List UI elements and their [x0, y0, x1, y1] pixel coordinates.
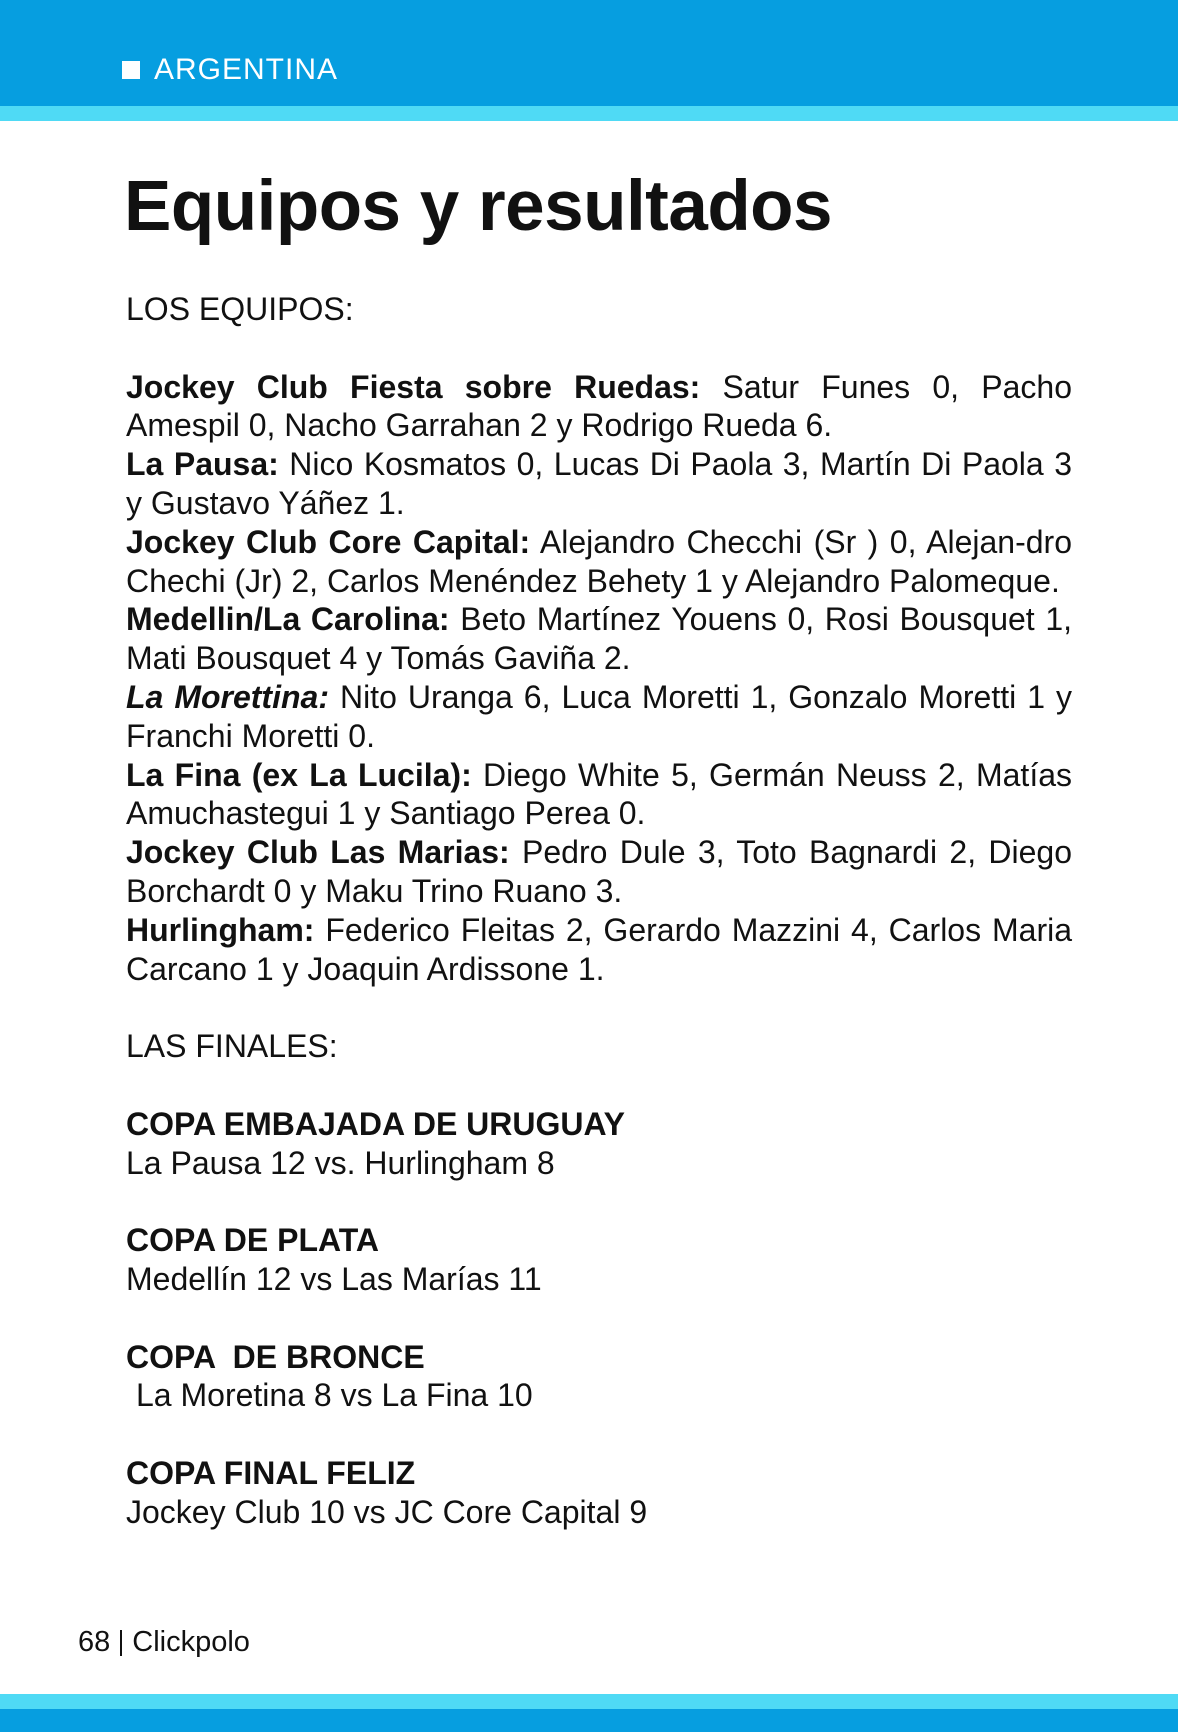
team-name: La Fina (ex La Lucila): — [126, 756, 472, 793]
team-name: La Pausa: — [126, 446, 279, 483]
team-entry — [126, 756, 1072, 834]
team-players: Beto Martínez Youens 0, Rosi Bousquet 1, Mati Bousquet 4 y Tomás Gaviña 2. — [126, 601, 1072, 677]
team-players: Satur Funes 0, Pacho Amespil 0, Nacho Garrahan 2 y Rodrigo Rueda 6. — [126, 368, 1072, 444]
team-name: Jockey Club Las Marias: — [126, 834, 510, 871]
team-players: Federico Fleitas 2, Gerardo Mazzini 4, Carlos Maria Carcano 1 y Joaquin Ardissone 1. — [126, 911, 1072, 987]
team-name: Jockey Club Fiesta sobre Ruedas: — [126, 368, 701, 405]
team-name: La Morettina: — [126, 678, 329, 715]
cup-title: COPA DE PLATA — [126, 1222, 380, 1259]
final-block — [126, 1454, 1072, 1532]
team-players: Pedro Dule 3, Toto Bagnardi 2, Diego Borchardt 0 y Maku Trino Ruano 3. — [126, 834, 1073, 909]
team-players: Nico Kosmatos 0, Lucas Di Paola 3, Martín Di Paola 3 y Gustavo Yáñez 1. — [126, 446, 1073, 521]
team-entry — [126, 368, 1072, 446]
team-entry — [126, 911, 1072, 989]
article-body — [126, 290, 1072, 1532]
page-number: 68 — [78, 1626, 111, 1658]
cup-title: COPA EMBAJADA DE URUGUAY — [126, 1105, 626, 1142]
team-entry — [126, 833, 1072, 911]
spacer — [126, 1066, 1072, 1105]
team-name: Jockey Club Core Capital: — [126, 523, 531, 560]
cup-result: Jockey Club 10 vs JC Core Capital 9 — [126, 1493, 648, 1530]
section-tag — [122, 50, 338, 90]
cup-result: La Moretina 8 vs La Fina 10 — [136, 1377, 533, 1414]
teams-heading: LOS EQUIPOS: — [126, 291, 354, 327]
cup-result: Medellín 12 vs Las Marías 11 — [126, 1260, 542, 1297]
header-stripe — [0, 106, 1178, 121]
spacer — [126, 1182, 1072, 1221]
finals-heading: LAS FINALES: — [126, 1028, 338, 1065]
footer-stripe — [0, 1694, 1178, 1709]
footer-band — [0, 1709, 1178, 1732]
team-name: Hurlingham: — [126, 911, 315, 948]
page-footer — [78, 1626, 250, 1659]
cup-title: COPA FINAL FELIZ — [126, 1454, 416, 1491]
page-title: Equipos y resultados — [124, 167, 833, 246]
final-block — [126, 1105, 1072, 1183]
spacer — [126, 1299, 1072, 1338]
square-bullet-icon — [122, 61, 140, 79]
cup-result: La Pausa 12 vs. Hurlingham 8 — [126, 1144, 555, 1181]
final-block — [126, 1221, 1072, 1299]
footer-divider — [120, 1630, 122, 1656]
spacer — [126, 1415, 1072, 1454]
team-entry — [126, 445, 1072, 523]
final-block — [126, 1338, 1072, 1416]
team-entry — [126, 600, 1072, 678]
section-tag-label: ARGENTINA — [154, 53, 339, 86]
team-name: Medellin/La Carolina: — [126, 601, 450, 638]
spacer — [126, 988, 1072, 1027]
team-players: Nito Uranga 6, Luca Moretti 1, Gonzalo Moretti 1 y Franchi Moretti 0. — [126, 678, 1073, 754]
team-entry — [126, 523, 1072, 601]
spacer — [126, 329, 1072, 368]
cup-title: COPA DE BRONCE — [126, 1338, 425, 1375]
team-entry — [126, 678, 1072, 756]
team-players: Alejandro Checchi (Sr ) 0, Alejan-dro Chechi (Jr) 2, Carlos Menéndez Behety 1 y Alejandro Palomeque. — [126, 523, 1072, 599]
publication-name: Clickpolo — [132, 1626, 250, 1658]
team-players: Diego White 5, Germán Neuss 2, Matías Amuchastegui 1 y Santiago Perea 0. — [126, 756, 1073, 832]
